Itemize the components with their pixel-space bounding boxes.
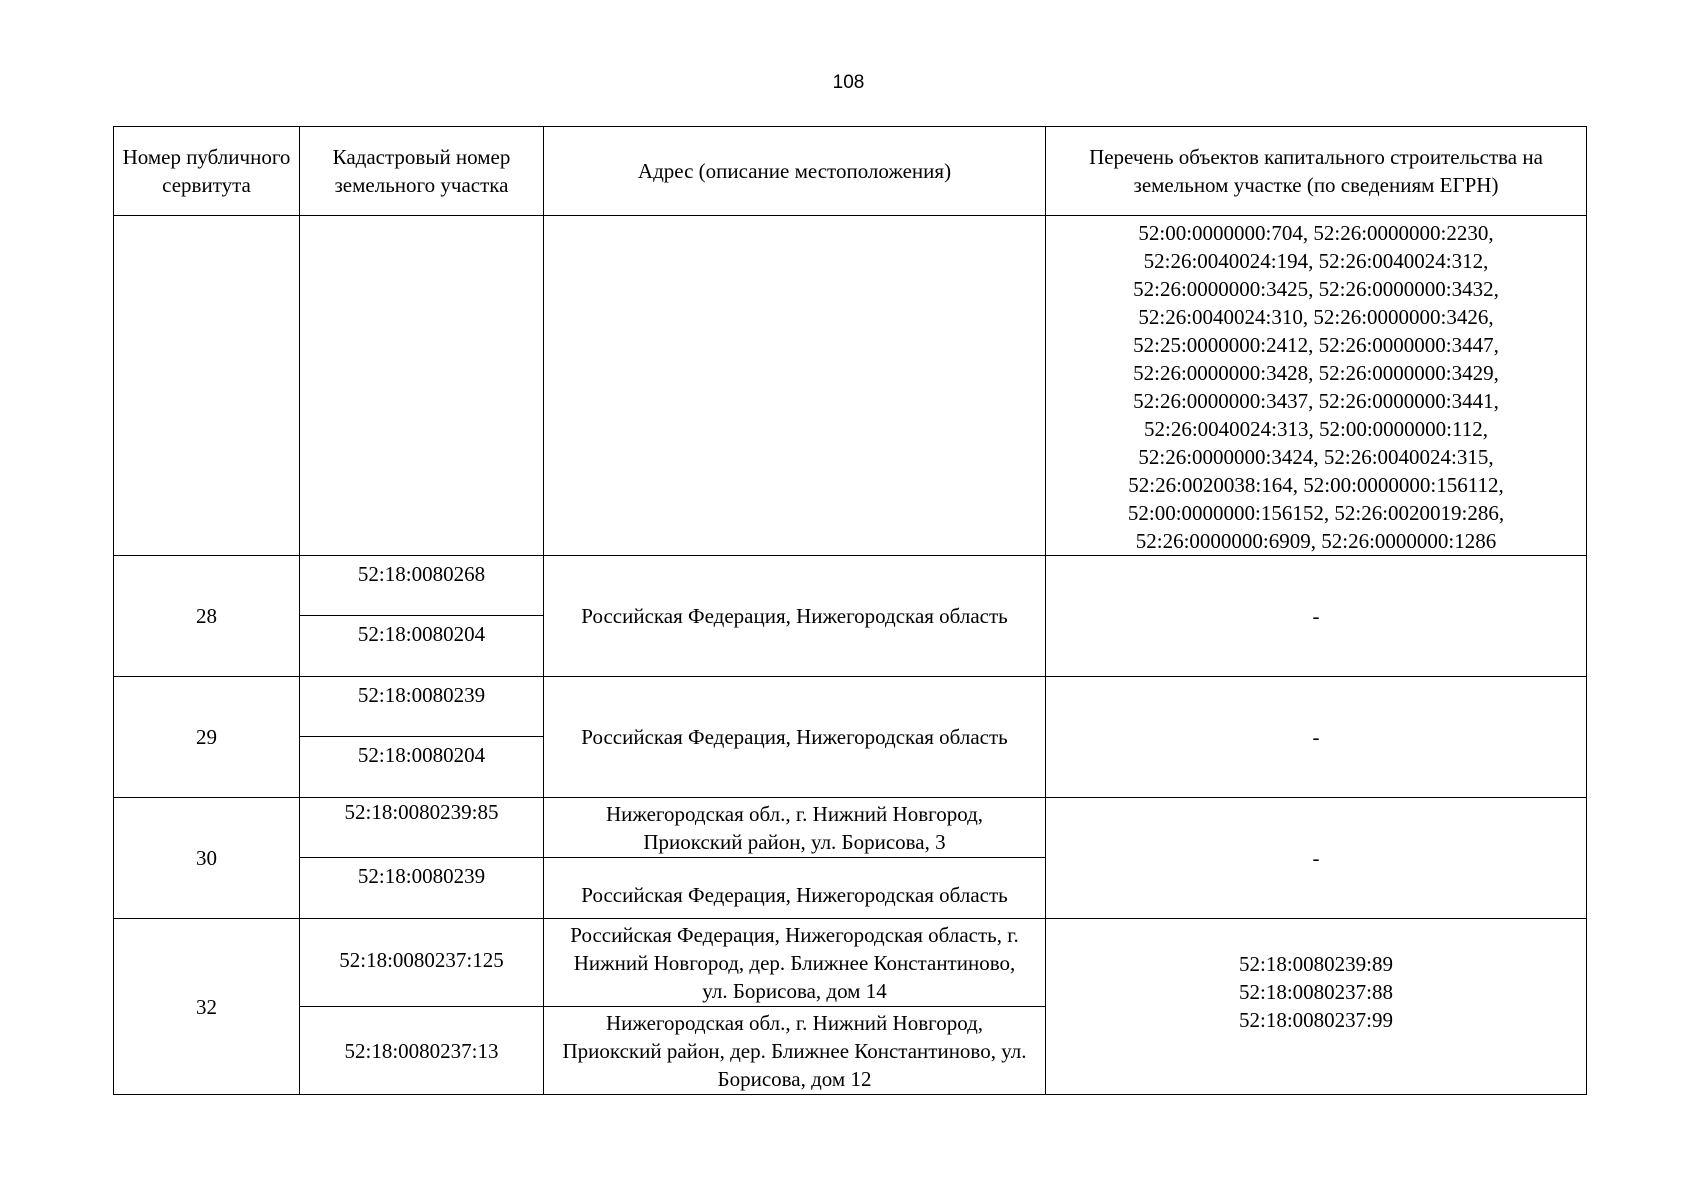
header-address: Адрес (описание местоположения) [544, 127, 1046, 216]
cell-parcel: 52:18:0080268 [300, 556, 544, 616]
object-line: 52:26:0000000:3424, 52:26:0040024:315, [1138, 445, 1494, 469]
object-line: 52:18:0080237:99 [1238, 1007, 1393, 1032]
cell-address: Российская Федерация, Нижегородская область, г. Нижний Новгород, дер. Ближнее Константиново, ул. Борисова, дом 14 [544, 919, 1046, 1007]
table-row [114, 919, 1587, 1007]
object-line: 52:26:0020038:164, 52:00:0000000:156112, [1128, 473, 1504, 497]
object-line: 52:26:0040024:313, 52:00:0000000:112, [1144, 417, 1488, 441]
object-line: 52:18:0080237:88 [1238, 979, 1393, 1004]
cell-objects [1046, 919, 1587, 1095]
cell-objects: - [1046, 798, 1587, 919]
cell-parcel: 52:18:0080239 [300, 677, 544, 737]
table-row [114, 677, 1587, 737]
cell-address: Российская Федерация, Нижегородская область [544, 556, 1046, 677]
cell-address: Российская Федерация, Нижегородская область [544, 858, 1046, 919]
cell-parcel: 52:18:0080239 [300, 858, 544, 919]
object-line: 52:26:0000000:3428, 52:26:0000000:3429, [1133, 361, 1499, 385]
servitude-table [113, 126, 1587, 1095]
header-objects-list: Перечень объектов капитального строительства на земельном участке (по сведениям ЕГРН) [1046, 127, 1587, 216]
object-line: 52:25:0000000:2412, 52:26:0000000:3447, [1133, 333, 1499, 357]
cell-parcel: 52:18:0080204 [300, 616, 544, 677]
cell-address: Нижегородская обл., г. Нижний Новгород, Приокский район, дер. Ближнее Константиново, ул. Борисова, дом 12 [544, 1007, 1046, 1095]
table-row-continued [114, 216, 1587, 556]
table-row [114, 798, 1587, 858]
cell-servitude-number: 29 [114, 677, 300, 798]
object-line: 52:26:0000000:3437, 52:26:0000000:3441, [1133, 389, 1499, 413]
table-header-row [114, 127, 1587, 216]
page-number: 108 [832, 72, 865, 93]
cell-parcel: 52:18:0080204 [300, 737, 544, 798]
cell-servitude-number: 32 [114, 919, 300, 1095]
object-line: 52:18:0080239:89 [1238, 951, 1393, 976]
object-line: 52:26:0000000:3425, 52:26:0000000:3432, [1133, 277, 1499, 301]
cell-empty-address [544, 216, 1046, 556]
object-line: 52:00:0000000:704, 52:26:0000000:2230, [1138, 221, 1494, 245]
cell-objects: - [1046, 556, 1587, 677]
cell-address: Нижегородская обл., г. Нижний Новгород, Приокский район, ул. Борисова, 3 [544, 798, 1046, 858]
object-line: 52:00:0000000:156152, 52:26:0020019:286, [1127, 501, 1505, 525]
cell-servitude-number: 28 [114, 556, 300, 677]
table-row [114, 556, 1587, 616]
cell-parcel: 52:18:0080237:13 [300, 1007, 544, 1095]
object-line: 52:26:0040024:310, 52:26:0000000:3426, [1138, 305, 1494, 329]
cell-empty-parcel [300, 216, 544, 556]
header-cadastral-number: Кадастровый номер земельного участка [300, 127, 544, 216]
cell-continued-objects [1046, 216, 1587, 556]
cell-parcel: 52:18:0080239:85 [300, 798, 544, 858]
cell-parcel: 52:18:0080237:125 [300, 919, 544, 1007]
cell-address: Российская Федерация, Нижегородская область [544, 677, 1046, 798]
cell-servitude-number: 30 [114, 798, 300, 919]
cell-empty-number [114, 216, 300, 556]
object-line: 52:26:0040024:194, 52:26:0040024:312, [1143, 249, 1489, 273]
object-line: 52:26:0000000:6909, 52:26:0000000:1286 [1135, 529, 1497, 553]
header-servitude-number: Номер публичного сервитута [114, 127, 300, 216]
cell-objects: - [1046, 677, 1587, 798]
